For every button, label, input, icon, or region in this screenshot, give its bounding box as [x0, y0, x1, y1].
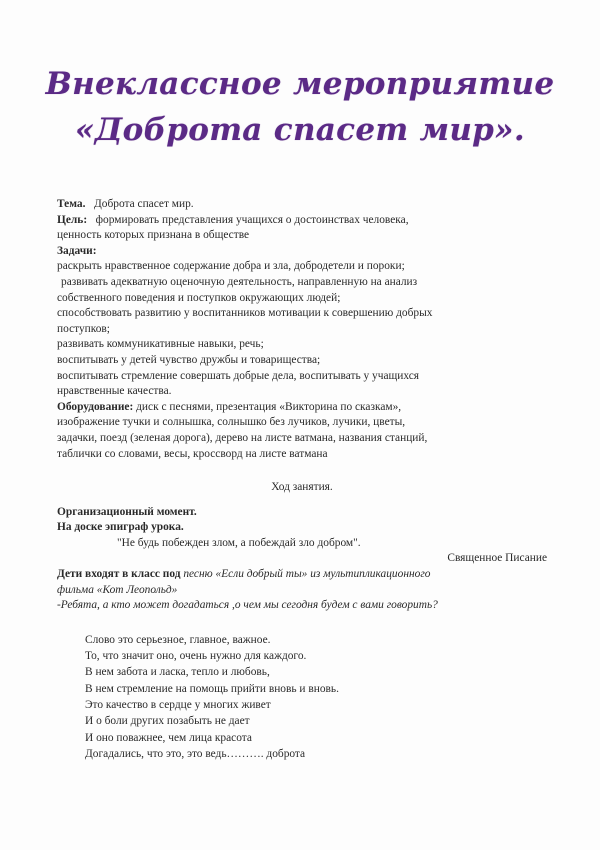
goal-text-1: формировать представления учащихся о достоинствах человека,: [95, 213, 409, 226]
topic-text: Доброта спасет мир.: [94, 198, 194, 210]
task-line: собственного поведения и поступков окружающих людей;: [57, 291, 341, 304]
equipment-line: задачки, поезд (зеленая дорога), дерево на листе ватмана, названия станций,: [57, 431, 428, 444]
equipment-text-1: диск с песнями, презентация «Викторина по сказкам»,: [136, 400, 402, 413]
document-body: [57, 197, 547, 762]
task-line: способствовать развитию у воспитанников мотивации к совершению добрых: [57, 307, 433, 320]
poem-line: В нем забота и ласка, тепло и любовь,: [85, 666, 270, 679]
task-line: развивать коммуникативные навыки, речь;: [57, 338, 264, 351]
goal-text-2: ценность которых признана в обществе: [57, 229, 250, 242]
task-line: воспитывать у детей чувство дружбы и товарищества;: [57, 353, 321, 366]
equipment-line: таблички со словами, весы, кроссворд на листе ватмана: [57, 447, 328, 460]
topic-label: Тема.: [57, 198, 86, 210]
epigraph-source: Священное Писание: [447, 552, 547, 565]
goal-line: [57, 213, 547, 229]
poem-line: И оно поважнее, чем лица красота: [85, 731, 252, 744]
poem-line: И о боли других позабыть не дает: [85, 715, 250, 728]
poem: [57, 632, 547, 762]
poem-line: В нем стремление на помощь прийти вновь и вновь.: [85, 682, 339, 695]
lesson-heading: Ход занятия.: [271, 481, 333, 494]
topic-line: [57, 197, 547, 213]
poem-line: То, что значит оно, очень нужно для каждого.: [85, 650, 307, 663]
equipment-label: Оборудование:: [57, 400, 134, 413]
title-line-2: «Доброта спасет мир».: [75, 112, 525, 148]
task-line: воспитывать стремление совершать добрые дела, воспитывать у учащихся: [57, 369, 420, 382]
task-line: раскрыть нравственное содержание добра и зла, добродетели и пороки;: [57, 260, 405, 273]
teacher-question: -Ребята, а кто может догадаться ,о чем мы сегодня будем с вами говорить?: [57, 599, 438, 612]
children-enter-song-1: песню «Если добрый ты» из мультипликационного: [180, 568, 431, 581]
board-epigraph: На доске эпиграф урока.: [57, 521, 184, 534]
tasks-label: Задачи:: [57, 244, 97, 257]
task-line: нравственные качества.: [57, 385, 172, 398]
title-line-1: Внеклассное мероприятие: [45, 66, 555, 102]
children-enter-lead: Дети входят в класс под: [57, 568, 181, 581]
poem-line: Это качество в сердце у многих живет: [85, 699, 271, 712]
poem-line: Догадались, что это, это ведь………. доброта: [85, 747, 306, 760]
epigraph-quote: "Не будь побежден злом, а побеждай зло добром".: [117, 536, 361, 549]
children-enter-line: [57, 567, 547, 583]
equipment-line: [57, 400, 547, 416]
org-moment: Организационный момент.: [57, 505, 197, 518]
poem-line: Слово это серьезное, главное, важное.: [85, 633, 271, 646]
children-enter-song-2: фильма «Кот Леопольд»: [57, 583, 178, 596]
equipment-line: изображение тучки и солнышка, солнышко без лучиков, лучики, цветы,: [57, 416, 406, 429]
task-line: поступков;: [57, 322, 110, 335]
goal-label: Цель:: [57, 213, 88, 226]
task-line: развивать адекватную оценочную деятельность, направленную на анализ: [61, 275, 418, 288]
